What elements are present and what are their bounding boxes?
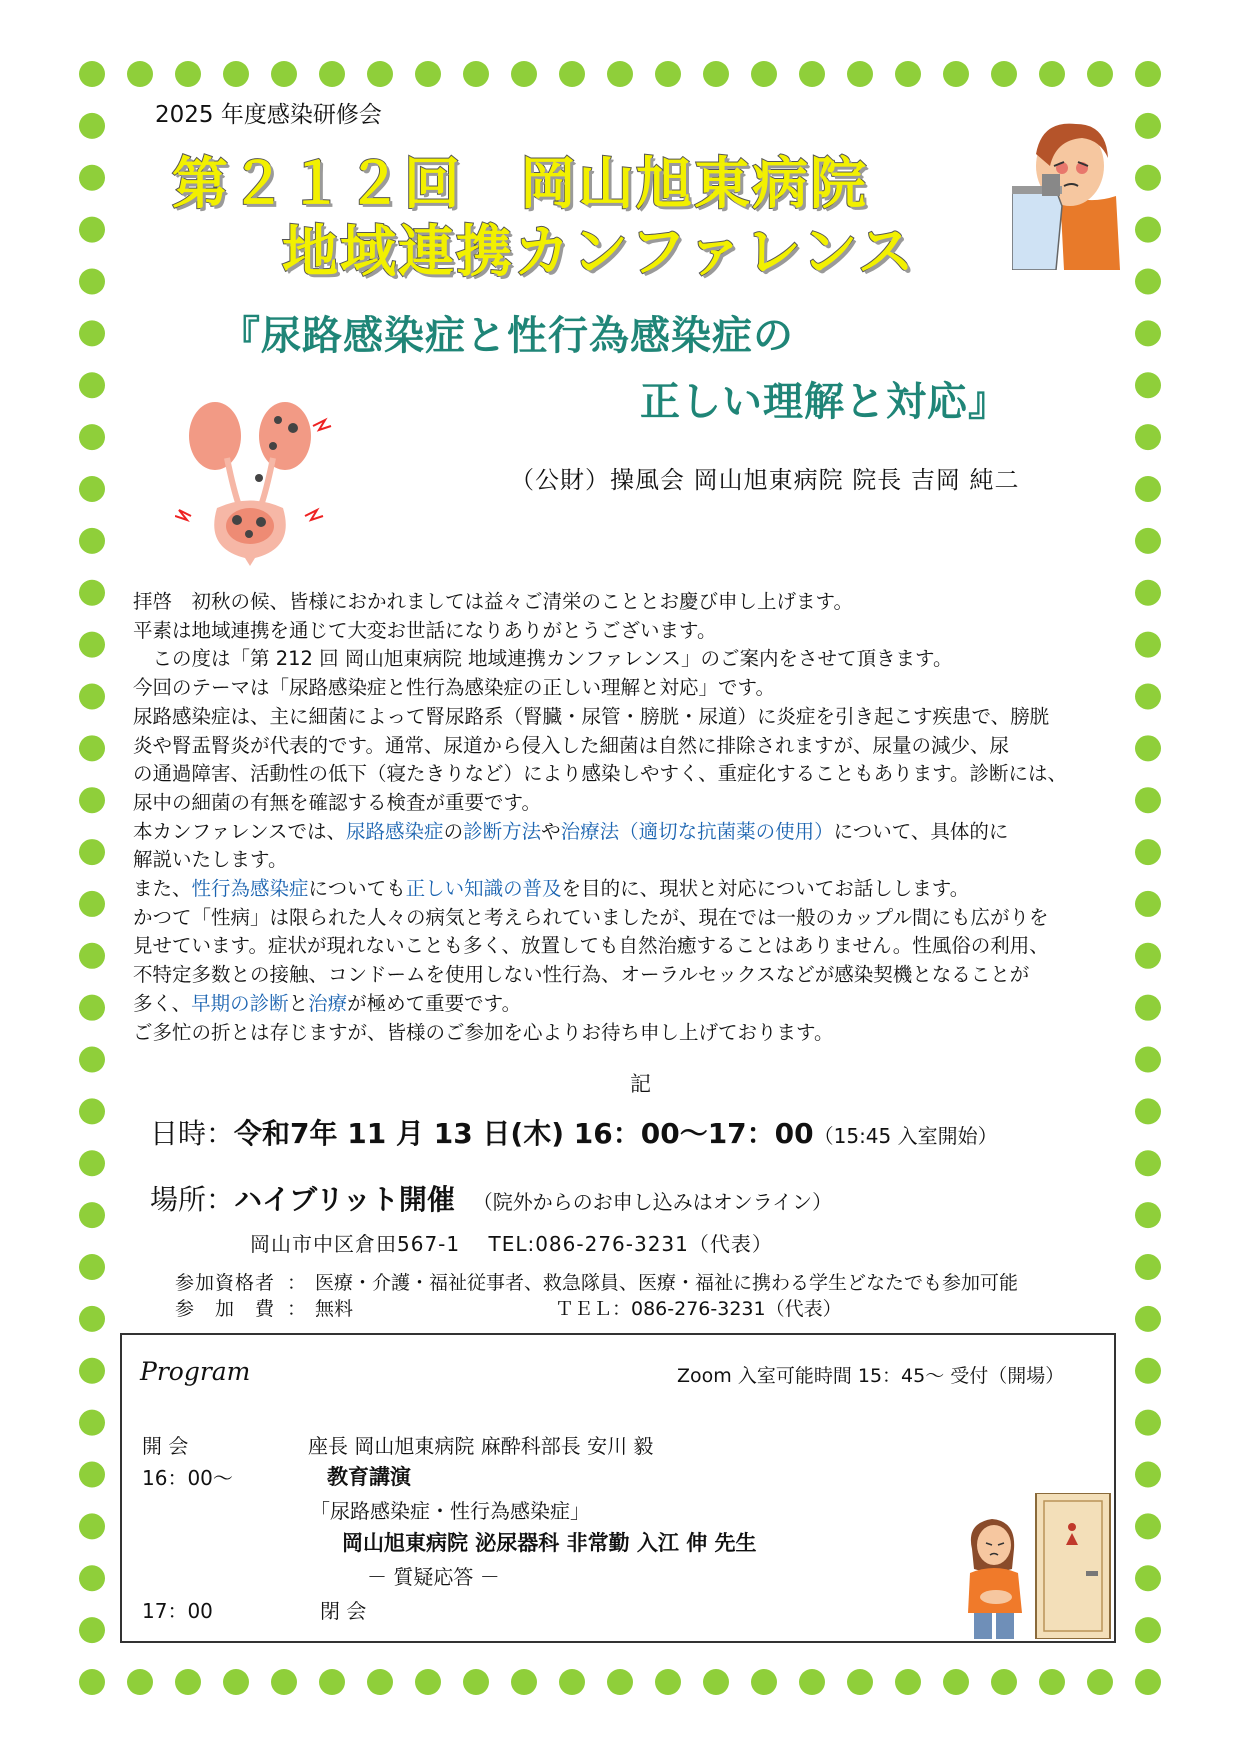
highlight-text: 診断方法: [463, 819, 542, 843]
border-dot: [319, 1669, 345, 1695]
event-date: [150, 1112, 998, 1152]
body-line: 尿路感染症は、主に細菌によって腎尿路系（腎臓・尿管・膀胱・尿道）に炎症を引き起こす疾患で、膀胱: [133, 704, 1050, 728]
border-dot: [79, 735, 105, 761]
border-dot: [79, 839, 105, 865]
border-dot: [223, 61, 249, 87]
highlight-text: 正しい知識の普及: [405, 877, 562, 901]
border-dot: [1135, 424, 1161, 450]
border-dot: [79, 1410, 105, 1436]
text-run: を目的に、現状と対応についてお話しします。: [561, 877, 970, 901]
zoom-entry-time: Zoom 入室可能時間 15：45～ 受付（開場）: [677, 1365, 1065, 1387]
border-dot: [1135, 1047, 1161, 1073]
highlight-text: 尿路感染症: [346, 819, 444, 843]
woman-restroom-illustration: [952, 1493, 1112, 1639]
border-dot: [895, 1669, 921, 1695]
border-dot: [175, 1669, 201, 1695]
border-dot: [79, 1150, 105, 1176]
date-note: （15:45 入室開始）: [813, 1124, 998, 1148]
border-dot: [1135, 1306, 1161, 1332]
place-value: ハイブリット開催: [234, 1183, 455, 1216]
lecture-title: 「尿路感染症・性行為感染症」: [310, 1499, 590, 1523]
border-dot: [1135, 1358, 1161, 1384]
border-dot: [847, 61, 873, 87]
program-box: [120, 1333, 1116, 1643]
border-dot: [1135, 165, 1161, 191]
border-dot: [1135, 943, 1161, 969]
border-dot: [1135, 995, 1161, 1021]
border-dot: [607, 1669, 633, 1695]
border-dot: [127, 61, 153, 87]
border-dot: [79, 683, 105, 709]
border-dot: [1135, 61, 1161, 87]
border-dot: [1135, 1098, 1161, 1124]
conference-title-line1: 第２１２回 岡山旭東病院: [172, 152, 868, 217]
border-dot: [751, 61, 777, 87]
border-dot: [655, 61, 681, 87]
body-line: 不特定多数との接触、コンドームを使用しない性行為、オーラルセックスなどが感染契機となることが: [133, 963, 1030, 987]
border-dot: [79, 217, 105, 243]
sick-man-illustration: [1012, 110, 1122, 270]
place-label: 場所：: [150, 1183, 235, 1216]
text-run: と: [288, 991, 309, 1015]
border-dot: [991, 61, 1017, 87]
text-run: 多く、: [133, 991, 192, 1015]
body-line: 平素は地域連携を通じて大変お世話になりありがとうございます。: [133, 618, 717, 642]
border-dot: [79, 113, 105, 139]
border-dot: [415, 61, 441, 87]
body-line: 今回のテーマは「尿路感染症と性行為感染症の正しい理解と対応」です。: [133, 676, 775, 700]
date-label: 日時：: [150, 1117, 235, 1150]
urinary-tract-illustration: [175, 398, 345, 568]
border-dot: [943, 1669, 969, 1695]
border-dot: [1135, 1410, 1161, 1436]
border-dot: [79, 1565, 105, 1591]
border-dot: [655, 1669, 681, 1695]
border-dot: [1135, 320, 1161, 346]
border-dot: [1135, 1254, 1161, 1280]
border-dot: [799, 1669, 825, 1695]
border-dot: [1135, 683, 1161, 709]
separator-colon: ：: [287, 1298, 307, 1320]
highlight-text: 性行為感染症: [191, 877, 309, 901]
border-dot: [79, 580, 105, 606]
body-line: [133, 875, 1123, 904]
highlight-text: 早期の診断: [191, 991, 289, 1015]
lecture-label: 教育講演: [327, 1465, 411, 1489]
border-dot: [1135, 268, 1161, 294]
border-dot: [79, 320, 105, 346]
body-line: [133, 818, 1123, 847]
border-dot: [223, 1669, 249, 1695]
contact-tel: ＴＥＬ：086-276-3231（代表）: [555, 1298, 842, 1320]
qa-session: － 質疑応答 －: [367, 1565, 500, 1589]
closing-label: 閉 会: [320, 1599, 367, 1623]
border-dot: [175, 61, 201, 87]
border-dot: [991, 1669, 1017, 1695]
border-dot: [79, 1462, 105, 1488]
text-run: についても: [308, 877, 406, 901]
border-dot: [415, 1669, 441, 1695]
border-dot: [463, 1669, 489, 1695]
fee-value: 無料: [315, 1298, 354, 1320]
border-dot: [79, 632, 105, 658]
text-run: や: [541, 819, 561, 843]
fee-label: 参 加 費: [175, 1298, 276, 1320]
border-dot: [1135, 839, 1161, 865]
border-dot: [79, 1306, 105, 1332]
border-dot: [79, 1617, 105, 1643]
theme-title-line1: 『尿路感染症と性行為感染症の: [220, 313, 794, 359]
border-dot: [79, 995, 105, 1021]
border-dot: [1135, 632, 1161, 658]
border-dot: [1135, 580, 1161, 606]
text-run: の: [443, 819, 464, 843]
border-dot: [1135, 528, 1161, 554]
border-dot: [79, 943, 105, 969]
body-line: 解説いたします。: [133, 848, 288, 872]
participation-info: [175, 1270, 1018, 1322]
end-time: 17：00: [142, 1599, 213, 1623]
body-line: 拝啓 初秋の候、皆様におかれましては益々ご清栄のこととお慶び申し上げます。: [133, 590, 853, 613]
border-dot: [79, 1358, 105, 1384]
border-dot: [79, 165, 105, 191]
body-line: この度は「第 212 回 岡山旭東病院 地域連携カンファレンス」のご案内をさせて頂きます。: [133, 647, 953, 671]
border-dot: [943, 61, 969, 87]
border-dot: [847, 1669, 873, 1695]
text-run: また、: [133, 877, 192, 901]
body-line: かつて「性病」は限られた人々の病気と考えられていましたが、現在では一般のカップル間にも広がりを: [133, 905, 1049, 929]
border-dot: [895, 61, 921, 87]
border-dot: [463, 61, 489, 87]
program-title: Program: [140, 1357, 251, 1386]
lecturer-name: 岡山旭東病院 泌尿器科 非常勤 入江 伸 先生: [342, 1531, 757, 1555]
qualification-label: 参加資格者: [175, 1272, 276, 1294]
border-dot: [1135, 217, 1161, 243]
border-dot: [1135, 1617, 1161, 1643]
venue-address: 岡山市中区倉田567-1 TEL:086-276-3231（代表）: [250, 1232, 773, 1256]
border-dot: [1135, 1513, 1161, 1539]
border-dot: [559, 1669, 585, 1695]
border-dot: [127, 1669, 153, 1695]
border-dot: [367, 61, 393, 87]
border-dot: [79, 268, 105, 294]
border-dot: [1135, 476, 1161, 502]
body-line: 見せています。症状が現れないことも多く、放置しても自然治癒することはありません。性風俗の利用、: [133, 934, 1049, 958]
border-dot: [1039, 1669, 1065, 1695]
event-place: [150, 1178, 832, 1218]
highlight-text: 治療法（適切な抗菌薬の使用）: [560, 819, 834, 843]
border-dot: [79, 1098, 105, 1124]
border-dot: [271, 1669, 297, 1695]
border-dot: [79, 1202, 105, 1228]
border-dot: [79, 1254, 105, 1280]
border-dot: [1135, 891, 1161, 917]
border-dot: [79, 787, 105, 813]
body-line: の通過障害、活動性の低下（寝たきりなど）により感染しやすく、重症化することもあります。診断には、: [133, 762, 1068, 786]
border-dot: [79, 424, 105, 450]
border-dot: [1087, 61, 1113, 87]
date-value: 令和7年 11 月 13 日(木) 16：00～17：00: [234, 1117, 814, 1150]
border-dot: [751, 1669, 777, 1695]
border-dot: [559, 61, 585, 87]
event-series-label: 2025 年度感染研修会: [155, 102, 382, 128]
text-run: について、具体的に: [833, 819, 1009, 843]
border-dot: [271, 61, 297, 87]
border-dot: [79, 528, 105, 554]
highlight-text: 治療: [308, 991, 348, 1015]
qualification-value: 医療・介護・福祉従事者、救急隊員、医療・福祉に携わる学生どなたでも参加可能: [315, 1272, 1019, 1294]
speaker-affiliation: （公財）操風会 岡山旭東病院 院長 吉岡 純二: [510, 466, 1020, 494]
border-dot: [1135, 1669, 1161, 1695]
border-dot: [799, 61, 825, 87]
border-dot: [1135, 1462, 1161, 1488]
body-line: 尿中の細菌の有無を確認する検査が重要です。: [133, 790, 541, 814]
border-dot: [79, 1513, 105, 1539]
separator-colon: ：: [287, 1272, 307, 1294]
border-dot: [1087, 1669, 1113, 1695]
border-dot: [79, 1669, 105, 1695]
conference-title-line2: 地域連携カンファレンス: [282, 220, 916, 285]
start-time: 16：00～: [142, 1466, 233, 1490]
border-dot: [367, 1669, 393, 1695]
chairperson: 座長 岡山旭東病院 麻酔科部長 安川 毅: [308, 1434, 654, 1458]
border-dot: [1135, 1150, 1161, 1176]
text-run: 本カンファレンスでは、: [133, 819, 347, 843]
border-dot: [319, 61, 345, 87]
border-dot: [1039, 61, 1065, 87]
border-dot: [1135, 113, 1161, 139]
ki-mark: 記: [630, 1072, 651, 1096]
border-dot: [79, 1047, 105, 1073]
border-dot: [511, 1669, 537, 1695]
border-dot: [1135, 735, 1161, 761]
invitation-letter: [133, 588, 1123, 1047]
body-line: ご多忙の折とは存じますが、皆様のご参加を心よりお待ち申し上げております。: [133, 1020, 834, 1044]
border-dot: [607, 61, 633, 87]
border-dot: [511, 61, 537, 87]
border-dot: [1135, 787, 1161, 813]
border-dot: [79, 476, 105, 502]
opening-label: 開 会: [142, 1434, 189, 1458]
border-dot: [1135, 1202, 1161, 1228]
body-line: [133, 990, 1123, 1019]
place-note: （院外からのお申し込みはオンライン）: [472, 1190, 833, 1214]
border-dot: [79, 891, 105, 917]
border-dot: [79, 372, 105, 398]
border-dot: [1135, 1565, 1161, 1591]
border-dot: [703, 61, 729, 87]
theme-title-line2: 正しい理解と対応』: [640, 379, 1009, 425]
border-dot: [703, 1669, 729, 1695]
border-dot: [79, 61, 105, 87]
text-run: が極めて重要です。: [347, 991, 522, 1015]
border-dot: [1135, 372, 1161, 398]
body-line: 炎や腎盂腎炎が代表的です。通常、尿道から侵入した細菌は自然に排除されますが、尿量の減少、尿: [133, 733, 1009, 757]
